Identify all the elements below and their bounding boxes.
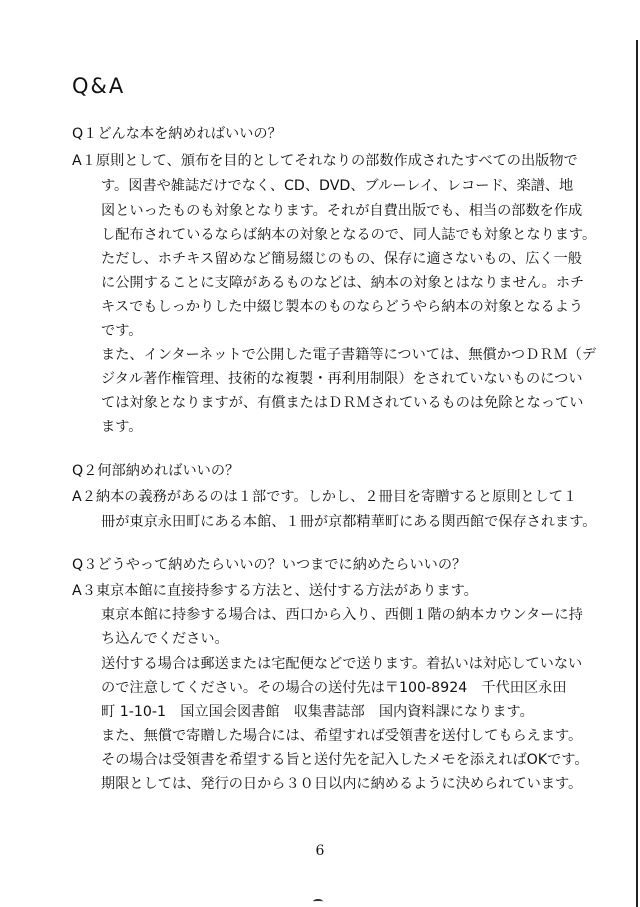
page-bottom-mark bbox=[313, 899, 323, 904]
page-edge-rule bbox=[636, 40, 638, 907]
question-3: Q３どうやって納めたらいいの？いつまでに納めたらいいの？ bbox=[72, 557, 467, 573]
answer-2-line: 冊が東京永田町にある本館、１冊が京都精華町にある関西館で保存されます。 bbox=[101, 514, 597, 530]
question-2: Q２何部納めればいいの？ bbox=[72, 463, 240, 479]
answer-3-line: 送付する場合は郵送または宅配便などで送ります。着払いは対応していない bbox=[101, 656, 583, 672]
answer-1-line: ます。 bbox=[101, 419, 143, 435]
answer-1-line: A１原則として、頒布を目的としてそれなりの部数作成されたすべての出版物で bbox=[72, 153, 578, 169]
answer-3-line: 東京本館に持参する場合は、西口から入り、西側１階の納本カウンターに持 bbox=[101, 607, 583, 623]
answer-1-line: に公開することに支障があるものなどは、納本の対象とはなりません。ホチ bbox=[101, 275, 585, 291]
answer-3-line: また、無償で寄贈した場合には、希望すれば受領書を送付してもらえます。 bbox=[101, 728, 583, 744]
answer-3-line: ち込んでください。 bbox=[101, 631, 229, 647]
answer-1-line: ただし、ホチキス留めなど簡易綴じのもの、保存に適さないもの、広く一般 bbox=[101, 251, 582, 267]
answer-3-line: その場合は受領書を希望する旨と送付先を記入したメモを添えればOKです。 bbox=[101, 752, 589, 768]
answer-3-line: 期限としては、発行の日から３０日以内に納めるように決められています。 bbox=[101, 776, 583, 792]
answer-1-line: です。 bbox=[101, 323, 143, 339]
answer-1-line: す。図書や雑誌だけでなく、CD、DVD、ブルーレイ、レコード、楽譜、地 bbox=[101, 178, 574, 194]
answer-1-line: キスでもしっかりした中綴じ製本のものならどうやら納本の対象となるよう bbox=[101, 299, 584, 315]
answer-3-line: A３東京本館に直接持参する方法と、送付する方法があります。 bbox=[72, 583, 478, 599]
page-title: Q&A bbox=[72, 74, 126, 98]
answer-1-line: ジタル著作権管理、技術的な複製・再利用制限）をされていないものについ bbox=[101, 371, 583, 387]
answer-1-line: また、インターネットで公開した電子書籍等については、無償かつＤＲＭ（デ bbox=[101, 347, 597, 363]
answer-1-line: 図といったものも対象となります。それが自費出版でも、相当の部数を作成 bbox=[101, 203, 583, 219]
page-number: 6 bbox=[315, 843, 325, 859]
answer-3-line: ので注意してください。その場合の送付先は〒100-8924 千代田区永田 bbox=[101, 680, 567, 696]
question-1: Q１どんな本を納めればいいの？ bbox=[72, 126, 282, 142]
answer-1-line: し配布されているならば納本の対象となるので、同人誌でも対象となります。 bbox=[101, 227, 597, 243]
answer-1-line: ては対象となりますが、有償またはＤＲＭされているものは免除となってい bbox=[101, 395, 584, 411]
answer-3-line: 町 1-10-1 国立国会図書館 収集書誌部 国内資料課になります。 bbox=[101, 704, 534, 720]
answer-2-line: A２納本の義務があるのは１部です。しかし、２冊目を寄贈すると原則として１ bbox=[72, 489, 578, 505]
